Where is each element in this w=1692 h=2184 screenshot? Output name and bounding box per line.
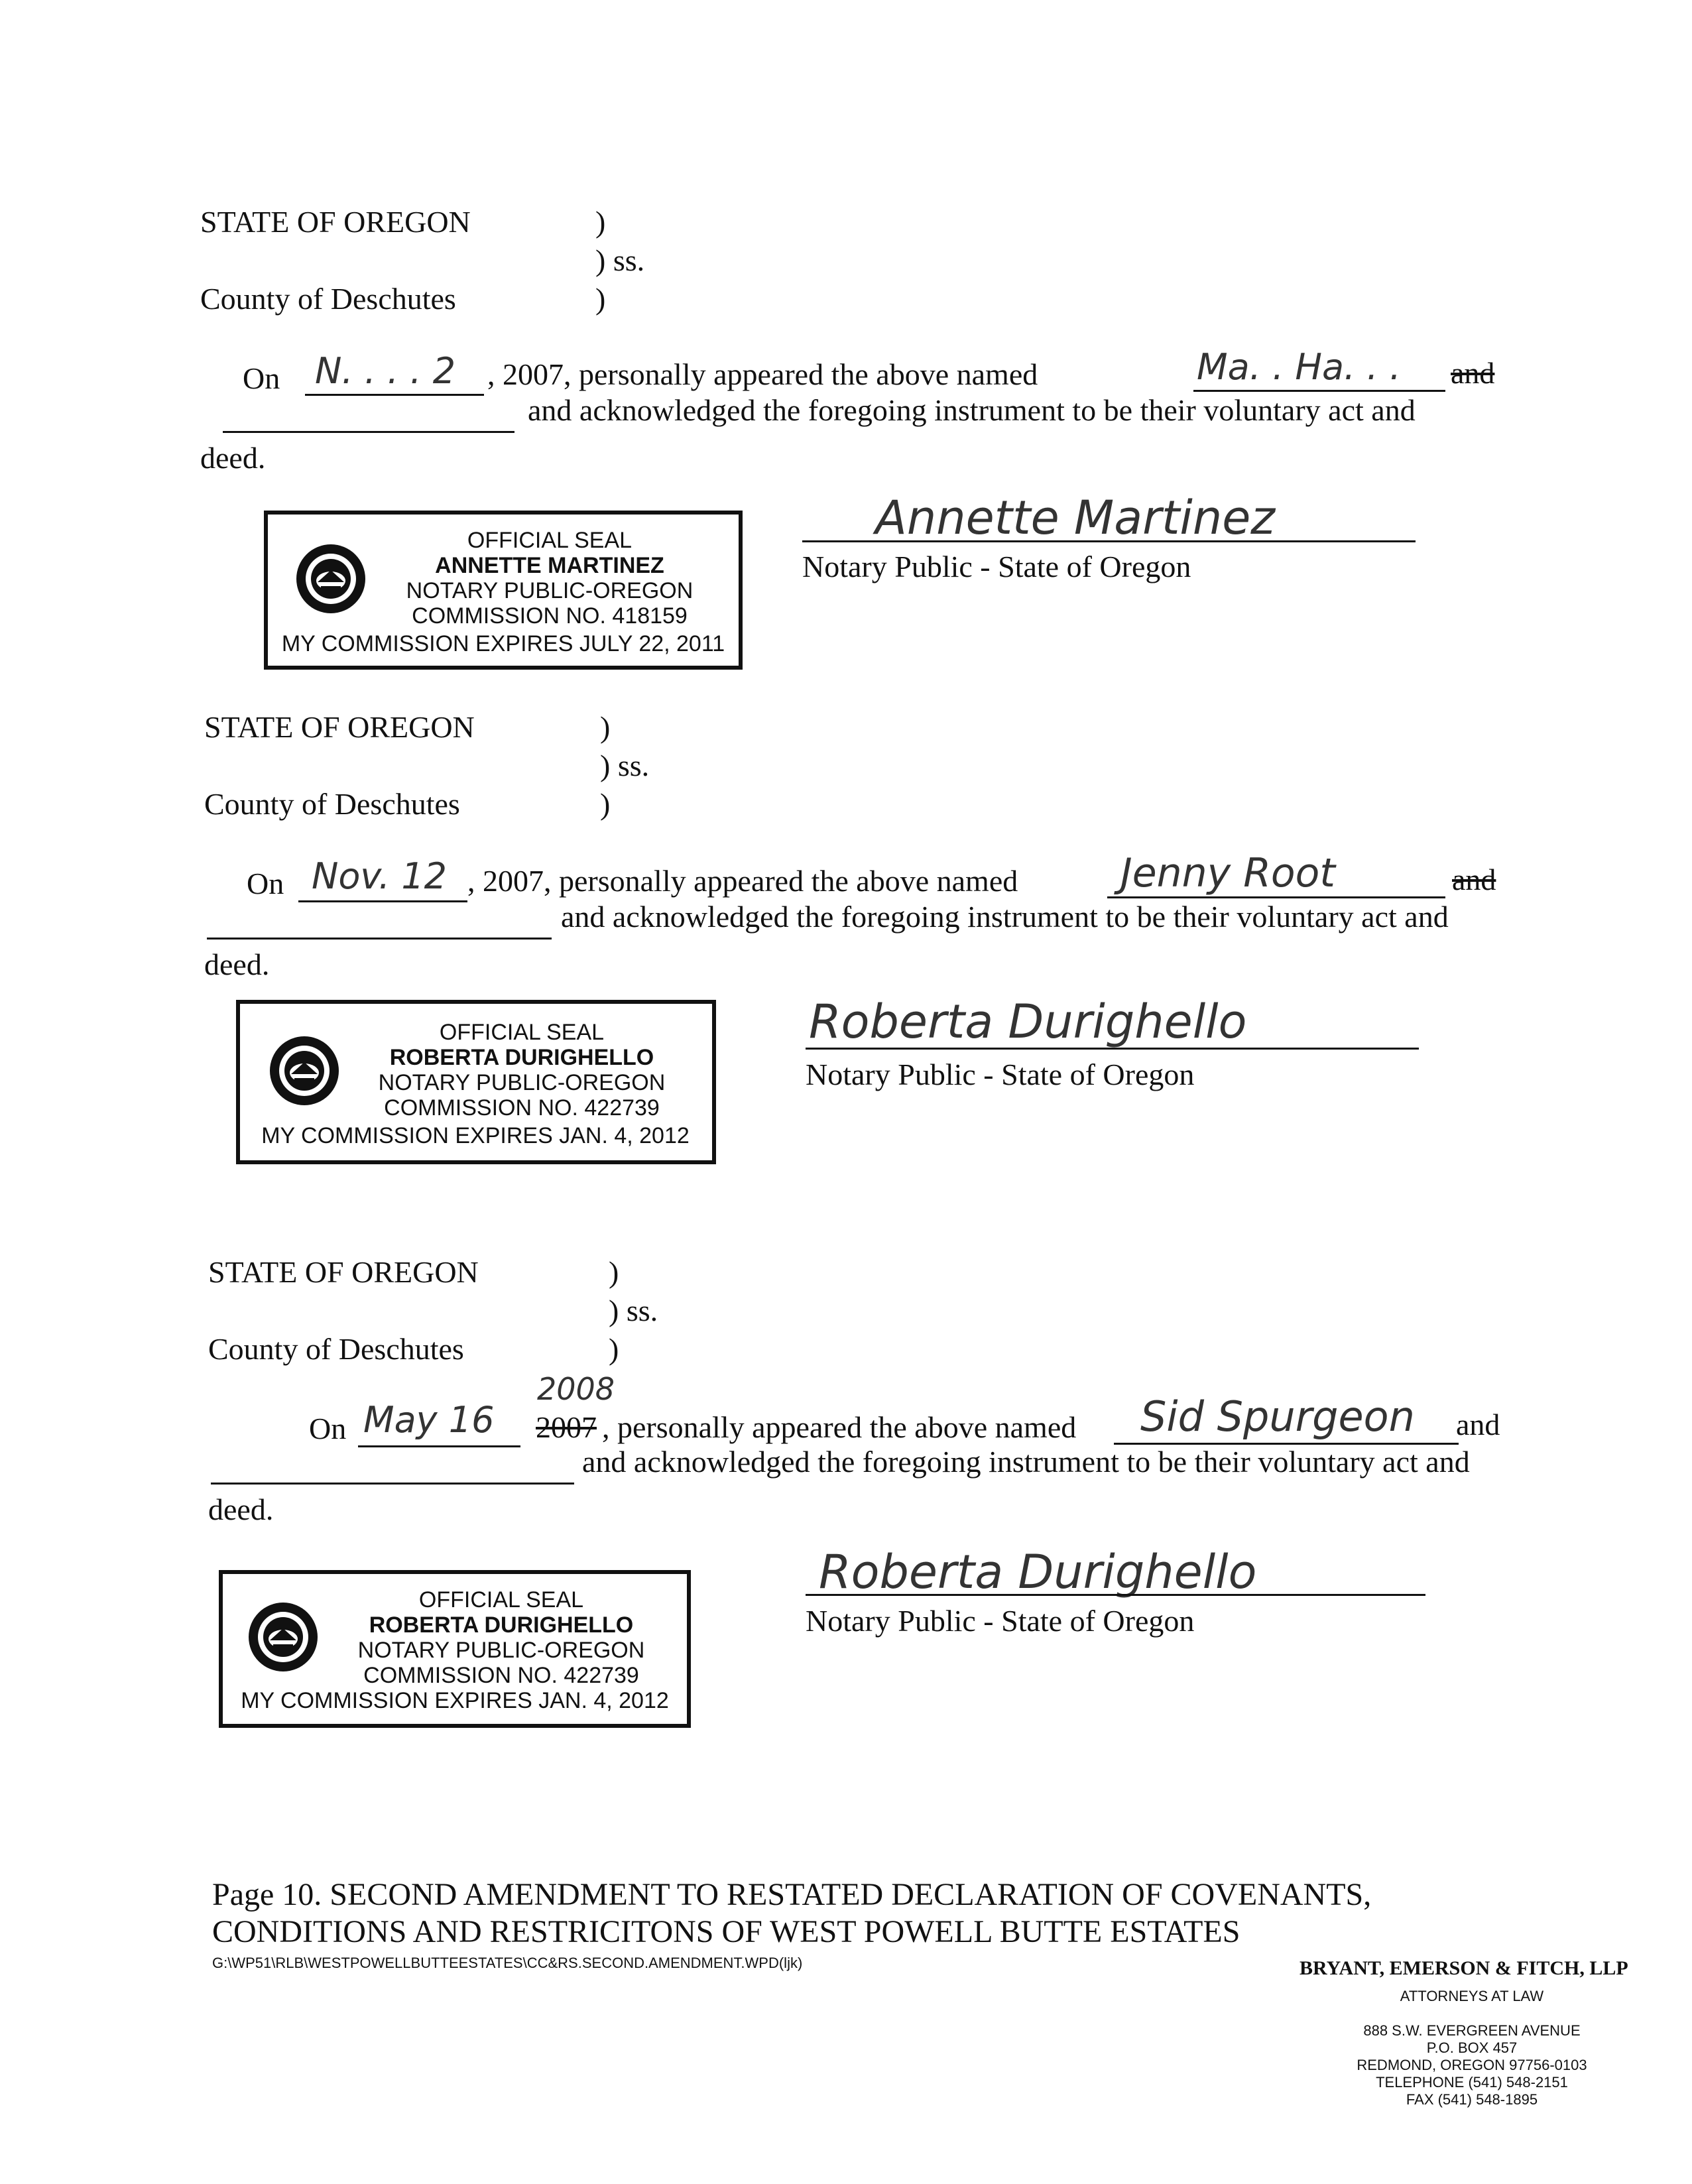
notary-signature: Annette Martinez	[875, 491, 1276, 545]
second-name-blank	[223, 431, 514, 433]
footer-title-line-1: Page 10. SECOND AMENDMENT TO RESTATED DECLARATION OF COVENANTS,	[212, 1877, 1372, 1912]
seal-expiry: MY COMMISSION EXPIRES JAN. 4, 2012	[261, 1123, 690, 1148]
signature-line	[806, 1048, 1419, 1050]
state-label: STATE OF OREGON	[204, 710, 475, 744]
ss-label: ) ss.	[595, 243, 645, 277]
seal-commission-number: COMMISSION NO. 418159	[412, 603, 688, 629]
firm-subtitle: ATTORNEYS AT LAW	[1400, 1988, 1544, 2004]
seal-commission-number: COMMISSION NO. 422739	[363, 1663, 639, 1688]
notary-signature: Roberta Durighello	[809, 995, 1247, 1049]
seal-notary-name: ROBERTA DURIGHELLO	[389, 1045, 654, 1070]
paren-bottom: )	[595, 282, 606, 316]
year-struck: 2007	[536, 1410, 597, 1444]
seal-title: OFFICIAL SEAL	[418, 1587, 584, 1612]
on-label: On	[243, 361, 280, 395]
name-blank	[1193, 390, 1445, 392]
on-label: On	[309, 1412, 347, 1445]
and-struck: and	[1451, 356, 1495, 390]
name-handwritten: Ma. . Ha. . .	[1197, 346, 1401, 388]
ss-label: ) ss.	[609, 1294, 658, 1327]
date-handwritten: Nov. 12	[312, 855, 448, 897]
seal-expiry: MY COMMISSION EXPIRES JULY 22, 2011	[281, 631, 725, 656]
name-handwritten: Jenny Root	[1120, 850, 1335, 896]
notary-caption: Notary Public - State of Oregon	[806, 1058, 1195, 1091]
acknowledged-text: and acknowledged the foregoing instrument to be their voluntary act and	[561, 900, 1449, 934]
deed-label: deed.	[204, 947, 270, 981]
firm-name: BRYANT, EMERSON & FITCH, LLP	[1299, 1957, 1628, 1979]
acknowledged-text: and acknowledged the foregoing instrument to be their voluntary act and	[528, 393, 1416, 427]
footer-title-line-2: CONDITIONS AND RESTRICITONS OF WEST POWELL BUTTE ESTATES	[212, 1914, 1240, 1949]
ss-label: ) ss.	[600, 749, 650, 782]
official-seal-stamp	[219, 1570, 691, 1728]
firm-address-line-3: REDMOND, OREGON 97756-0103	[1357, 2057, 1587, 2073]
seal-notary-public: NOTARY PUBLIC-OREGON	[406, 578, 694, 603]
seal-commission-number: COMMISSION NO. 422739	[384, 1095, 660, 1121]
seal-notary-name: ROBERTA DURIGHELLO	[369, 1612, 634, 1638]
seal-notary-public: NOTARY PUBLIC-OREGON	[357, 1638, 645, 1663]
date-blank	[305, 394, 484, 396]
notary-signature: Roberta Durighello	[819, 1545, 1257, 1599]
appeared-text: , personally appeared the above named	[602, 1410, 1077, 1444]
notary-caption: Notary Public - State of Oregon	[806, 1604, 1195, 1638]
official-seal-stamp	[264, 511, 743, 670]
paren-top: )	[595, 205, 606, 239]
paren-top: )	[609, 1255, 619, 1289]
oregon-state-seal-icon	[247, 1601, 320, 1673]
date-blank	[298, 900, 467, 902]
paren-bottom: )	[609, 1332, 619, 1366]
seal-text	[374, 528, 725, 629]
date-handwritten: May 16	[363, 1399, 495, 1441]
paren-bottom: )	[600, 787, 611, 821]
signature-line	[806, 1594, 1425, 1596]
second-name-blank	[211, 1483, 574, 1485]
state-label: STATE OF OREGON	[200, 205, 471, 239]
seal-title: OFFICIAL SEAL	[439, 1020, 605, 1045]
deed-label: deed.	[208, 1492, 274, 1526]
deed-label: deed.	[200, 441, 266, 475]
file-path: G:\WP51\RLB\WESTPOWELLBUTTEESTATES\CC&RS.SECOND.AMENDMENT.WPD(ljk)	[212, 1955, 803, 1971]
oregon-state-seal-icon	[294, 542, 367, 615]
paren-top: )	[600, 710, 611, 744]
name-handwritten: Sid Spurgeon	[1140, 1392, 1415, 1441]
seal-expiry: MY COMMISSION EXPIRES JAN. 4, 2012	[241, 1688, 669, 1713]
seal-notary-public: NOTARY PUBLIC-OREGON	[378, 1070, 666, 1095]
firm-address-line-1: 888 S.W. EVERGREEN AVENUE	[1363, 2022, 1581, 2039]
second-name-blank	[207, 938, 552, 940]
acknowledged-text: and acknowledged the foregoing instrument to be their voluntary act and	[582, 1445, 1470, 1479]
state-label: STATE OF OREGON	[208, 1255, 479, 1289]
seal-notary-name: ANNETTE MARTINEZ	[435, 553, 664, 578]
appeared-text: , 2007, personally appeared the above named	[467, 864, 1018, 898]
firm-fax: FAX (541) 548-1895	[1406, 2091, 1538, 2108]
seal-text	[329, 1587, 674, 1688]
name-blank	[1107, 896, 1445, 898]
and-struck: and	[1452, 863, 1496, 896]
official-seal-stamp	[236, 1000, 716, 1164]
firm-address-line-2: P.O. BOX 457	[1426, 2039, 1518, 2056]
date-handwritten: N. . . . 2	[315, 350, 456, 392]
on-label: On	[247, 867, 284, 900]
and-label: and	[1456, 1408, 1500, 1441]
seal-text	[346, 1020, 697, 1121]
date-blank	[358, 1445, 520, 1447]
firm-telephone: TELEPHONE (541) 548-2151	[1376, 2074, 1568, 2091]
signature-line	[802, 540, 1416, 542]
oregon-state-seal-icon	[268, 1034, 341, 1107]
year-handwritten: 2008	[537, 1371, 615, 1407]
appeared-text: , 2007, personally appeared the above named	[487, 357, 1038, 391]
county-label: County of Deschutes	[200, 282, 456, 316]
county-label: County of Deschutes	[204, 787, 460, 821]
seal-title: OFFICIAL SEAL	[467, 528, 633, 553]
notary-caption: Notary Public - State of Oregon	[802, 550, 1191, 583]
county-label: County of Deschutes	[208, 1332, 464, 1366]
